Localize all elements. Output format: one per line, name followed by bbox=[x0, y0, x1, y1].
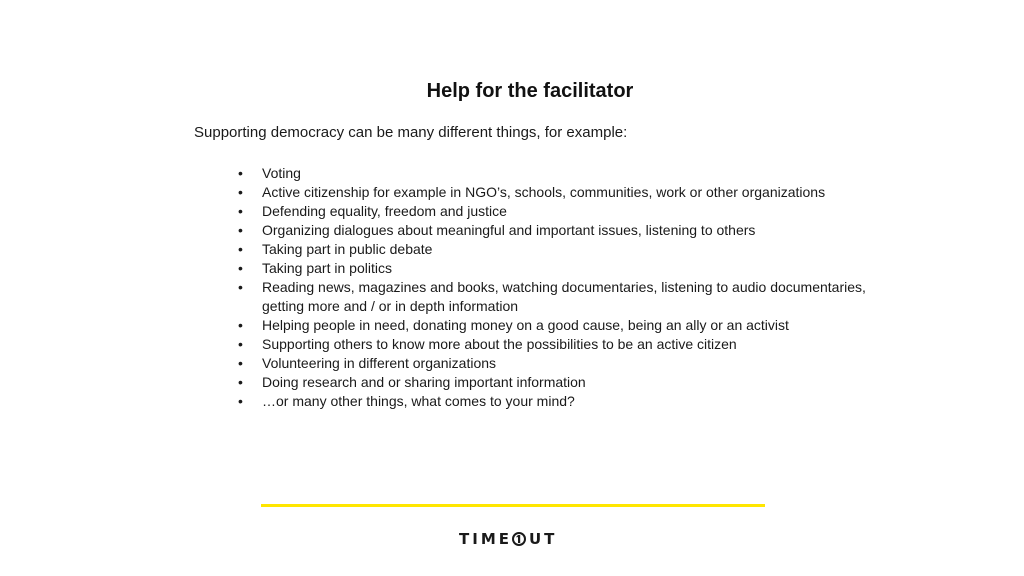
bullet-list bbox=[238, 164, 898, 411]
list-item-text: Volunteering in different organizations bbox=[262, 355, 497, 371]
list-item bbox=[238, 392, 898, 411]
list-item bbox=[238, 221, 898, 240]
list-item bbox=[238, 202, 898, 221]
bullet-icon: • bbox=[238, 260, 243, 276]
bullet-icon: • bbox=[238, 184, 243, 200]
bullet-icon: • bbox=[238, 222, 243, 238]
list-item-text: Taking part in politics bbox=[262, 260, 392, 276]
list-item bbox=[238, 278, 898, 316]
logo-text-left: TIME bbox=[459, 530, 512, 548]
list-item bbox=[238, 354, 898, 373]
list-item bbox=[238, 335, 898, 354]
list-item bbox=[238, 373, 898, 392]
circle-one-icon bbox=[512, 532, 526, 546]
bullet-icon: • bbox=[238, 355, 243, 371]
bullet-icon: • bbox=[238, 336, 243, 352]
list-item-text: Taking part in public debate bbox=[262, 241, 433, 257]
list-item bbox=[238, 183, 898, 202]
slide-title: Help for the facilitator bbox=[426, 80, 634, 102]
logo-text-right: UT bbox=[529, 530, 558, 548]
bullet-icon: • bbox=[238, 165, 243, 181]
intro-text: Supporting democracy can be many different things, for example: bbox=[194, 124, 628, 141]
list-item-text: Reading news, magazines and books, watching documentaries, listening to audio documentaries, getting more and / or in depth information bbox=[262, 279, 866, 314]
list-item-text: Doing research and or sharing important information bbox=[262, 374, 586, 390]
list-item-text: Organizing dialogues about meaningful and important issues, listening to others bbox=[262, 222, 756, 238]
yellow-divider bbox=[261, 504, 765, 507]
list-item-text: Helping people in need, donating money on a good cause, being an ally or an activist bbox=[262, 317, 789, 333]
list-item-text: Active citizenship for example in NGO’s, schools, communities, work or other organizations bbox=[262, 184, 826, 200]
list-item bbox=[238, 164, 898, 183]
timeout-logo bbox=[459, 530, 557, 548]
bullet-icon: • bbox=[238, 393, 243, 409]
bullet-icon: • bbox=[238, 374, 243, 390]
list-item-text: …or many other things, what comes to your mind? bbox=[262, 393, 575, 409]
list-item bbox=[238, 240, 898, 259]
list-item-text: Defending equality, freedom and justice bbox=[262, 203, 507, 219]
list-item bbox=[238, 259, 898, 278]
list-item-text: Voting bbox=[262, 165, 301, 181]
bullet-icon: • bbox=[238, 317, 243, 333]
bullet-icon: • bbox=[238, 203, 243, 219]
bullet-icon: • bbox=[238, 279, 243, 295]
list-item-text: Supporting others to know more about the possibilities to be an active citizen bbox=[262, 336, 737, 352]
bullet-icon: • bbox=[238, 241, 243, 257]
list-item bbox=[238, 316, 898, 335]
